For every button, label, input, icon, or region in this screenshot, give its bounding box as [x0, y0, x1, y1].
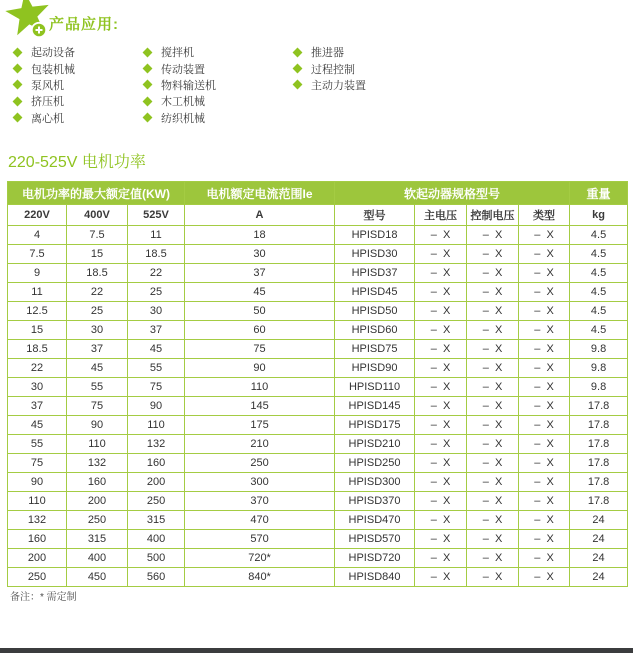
- cell-control-voltage: – X: [467, 435, 519, 454]
- cell-kw-400v: 450: [67, 568, 128, 587]
- cell-control-voltage: – X: [467, 568, 519, 587]
- cell-kw-400v: 315: [67, 530, 128, 549]
- cell-type: – X: [519, 378, 570, 397]
- diamond-bullet-icon: [143, 64, 153, 74]
- cell-main-voltage: – X: [415, 378, 467, 397]
- column-header-cell: 220V: [8, 205, 67, 226]
- cell-current-a: 90: [185, 359, 335, 378]
- cell-main-voltage: – X: [415, 245, 467, 264]
- diamond-bullet-icon: [143, 113, 153, 123]
- cell-kw-220v: 90: [8, 473, 67, 492]
- cell-control-voltage: – X: [467, 226, 519, 245]
- cell-kw-525v: 200: [128, 473, 185, 492]
- cell-weight-kg: 17.8: [570, 435, 628, 454]
- diamond-bullet-icon: [13, 96, 23, 106]
- cell-control-voltage: – X: [467, 359, 519, 378]
- application-label: 挤压机: [31, 96, 64, 109]
- applications-list: [0, 44, 633, 139]
- cell-current-a: 37: [185, 264, 335, 283]
- cell-model: HPISD175: [335, 416, 415, 435]
- cell-kw-525v: 90: [128, 397, 185, 416]
- cell-main-voltage: – X: [415, 530, 467, 549]
- group-header-cell: 重量: [570, 182, 628, 205]
- application-item: [14, 44, 75, 60]
- cell-model: HPISD45: [335, 283, 415, 302]
- diamond-bullet-icon: [13, 47, 23, 57]
- application-item: [144, 110, 216, 126]
- cell-main-voltage: – X: [415, 226, 467, 245]
- cell-weight-kg: 17.8: [570, 473, 628, 492]
- cell-model: HPISD145: [335, 397, 415, 416]
- cell-kw-400v: 18.5: [67, 264, 128, 283]
- cell-kw-220v: 18.5: [8, 340, 67, 359]
- application-item: [14, 77, 75, 93]
- cell-type: – X: [519, 302, 570, 321]
- application-label: 传动装置: [161, 63, 205, 76]
- cell-kw-220v: 75: [8, 454, 67, 473]
- cell-type: – X: [519, 321, 570, 340]
- cell-main-voltage: – X: [415, 435, 467, 454]
- table-row: [8, 359, 628, 378]
- cell-kw-525v: 400: [128, 530, 185, 549]
- table-row: [8, 226, 628, 245]
- diamond-bullet-icon: [293, 64, 303, 74]
- table-row: [8, 397, 628, 416]
- cell-kw-220v: 30: [8, 378, 67, 397]
- table-row: [8, 473, 628, 492]
- cell-kw-525v: 11: [128, 226, 185, 245]
- cell-weight-kg: 4.5: [570, 283, 628, 302]
- cell-model: HPISD210: [335, 435, 415, 454]
- cell-current-a: 370: [185, 492, 335, 511]
- cell-kw-220v: 12.5: [8, 302, 67, 321]
- table-row: [8, 454, 628, 473]
- cell-type: – X: [519, 359, 570, 378]
- cell-model: HPISD90: [335, 359, 415, 378]
- column-header-cell: kg: [570, 205, 628, 226]
- cell-kw-220v: 22: [8, 359, 67, 378]
- application-item: [294, 44, 366, 60]
- cell-weight-kg: 17.8: [570, 454, 628, 473]
- cell-current-a: 570: [185, 530, 335, 549]
- application-item: [144, 77, 216, 93]
- cell-control-voltage: – X: [467, 264, 519, 283]
- cell-current-a: 175: [185, 416, 335, 435]
- cell-model: HPISD370: [335, 492, 415, 511]
- group-header-cell: 电机额定电流范围Ie: [185, 182, 335, 205]
- cell-main-voltage: – X: [415, 492, 467, 511]
- cell-main-voltage: – X: [415, 264, 467, 283]
- cell-main-voltage: – X: [415, 302, 467, 321]
- cell-type: – X: [519, 397, 570, 416]
- cell-kw-400v: 75: [67, 397, 128, 416]
- cell-weight-kg: 4.5: [570, 264, 628, 283]
- cell-weight-kg: 4.5: [570, 226, 628, 245]
- cell-control-voltage: – X: [467, 530, 519, 549]
- cell-model: HPISD18: [335, 226, 415, 245]
- table-row: [8, 416, 628, 435]
- cell-main-voltage: – X: [415, 416, 467, 435]
- cell-kw-525v: 18.5: [128, 245, 185, 264]
- application-label: 离心机: [31, 112, 64, 125]
- cell-current-a: 300: [185, 473, 335, 492]
- cell-control-voltage: – X: [467, 245, 519, 264]
- application-label: 主动力装置: [311, 79, 366, 92]
- cell-kw-525v: 75: [128, 378, 185, 397]
- cell-current-a: 50: [185, 302, 335, 321]
- diamond-bullet-icon: [13, 64, 23, 74]
- cell-model: HPISD30: [335, 245, 415, 264]
- cell-kw-525v: 500: [128, 549, 185, 568]
- cell-type: – X: [519, 568, 570, 587]
- cell-kw-220v: 15: [8, 321, 67, 340]
- table-row: [8, 378, 628, 397]
- application-label: 包装机械: [31, 63, 75, 76]
- cell-kw-400v: 200: [67, 492, 128, 511]
- cell-control-voltage: – X: [467, 283, 519, 302]
- cell-control-voltage: – X: [467, 321, 519, 340]
- cell-current-a: 720*: [185, 549, 335, 568]
- table-row: [8, 511, 628, 530]
- cell-kw-400v: 160: [67, 473, 128, 492]
- cell-control-voltage: – X: [467, 416, 519, 435]
- application-label: 搅拌机: [161, 47, 194, 60]
- table-row: [8, 435, 628, 454]
- cell-current-a: 145: [185, 397, 335, 416]
- cell-weight-kg: 24: [570, 530, 628, 549]
- section-title: 220-525V 电机功率: [8, 154, 146, 171]
- application-label: 起动设备: [31, 47, 75, 60]
- cell-kw-400v: 25: [67, 302, 128, 321]
- cell-kw-525v: 315: [128, 511, 185, 530]
- cell-weight-kg: 9.8: [570, 378, 628, 397]
- footer-bar: [0, 648, 633, 653]
- cell-type: – X: [519, 340, 570, 359]
- cell-main-voltage: – X: [415, 568, 467, 587]
- diamond-bullet-icon: [143, 96, 153, 106]
- cell-kw-220v: 7.5: [8, 245, 67, 264]
- column-header-cell: 控制电压: [467, 205, 519, 226]
- column-header-cell: 525V: [128, 205, 185, 226]
- cell-weight-kg: 17.8: [570, 416, 628, 435]
- cell-main-voltage: – X: [415, 473, 467, 492]
- application-item: [14, 110, 75, 126]
- cell-control-voltage: – X: [467, 378, 519, 397]
- cell-main-voltage: – X: [415, 283, 467, 302]
- application-label: 木工机械: [161, 96, 205, 109]
- cell-model: HPISD50: [335, 302, 415, 321]
- star-plus-icon: [4, 0, 54, 45]
- cell-weight-kg: 9.8: [570, 359, 628, 378]
- cell-type: – X: [519, 549, 570, 568]
- diamond-bullet-icon: [293, 80, 303, 90]
- cell-type: – X: [519, 511, 570, 530]
- cell-model: HPISD37: [335, 264, 415, 283]
- cell-weight-kg: 24: [570, 568, 628, 587]
- cell-kw-400v: 45: [67, 359, 128, 378]
- cell-type: – X: [519, 245, 570, 264]
- table-row: [8, 340, 628, 359]
- cell-model: HPISD250: [335, 454, 415, 473]
- table-row: [8, 321, 628, 340]
- cell-type: – X: [519, 492, 570, 511]
- cell-main-voltage: – X: [415, 549, 467, 568]
- cell-kw-220v: 250: [8, 568, 67, 587]
- table-row: [8, 549, 628, 568]
- table-row: [8, 302, 628, 321]
- footnote: 备注：* 需定制: [10, 592, 77, 603]
- application-item: [294, 60, 366, 76]
- cell-kw-400v: 37: [67, 340, 128, 359]
- motor-power-table: [7, 181, 628, 587]
- cell-main-voltage: – X: [415, 511, 467, 530]
- table-row: [8, 530, 628, 549]
- application-label: 物料输送机: [161, 79, 216, 92]
- cell-kw-400v: 250: [67, 511, 128, 530]
- applications-column: [144, 44, 216, 126]
- cell-model: HPISD840: [335, 568, 415, 587]
- cell-kw-525v: 132: [128, 435, 185, 454]
- cell-type: – X: [519, 283, 570, 302]
- cell-current-a: 210: [185, 435, 335, 454]
- column-header-cell: 400V: [67, 205, 128, 226]
- table-row: [8, 283, 628, 302]
- cell-control-voltage: – X: [467, 473, 519, 492]
- cell-kw-220v: 4: [8, 226, 67, 245]
- page-title: 产品应用:: [49, 16, 119, 33]
- cell-type: – X: [519, 264, 570, 283]
- cell-weight-kg: 4.5: [570, 321, 628, 340]
- table-group-header-row: [8, 182, 628, 205]
- cell-weight-kg: 17.8: [570, 492, 628, 511]
- diamond-bullet-icon: [293, 47, 303, 57]
- cell-control-voltage: – X: [467, 302, 519, 321]
- cell-kw-400v: 22: [67, 283, 128, 302]
- cell-current-a: 30: [185, 245, 335, 264]
- cell-kw-525v: 37: [128, 321, 185, 340]
- table-row: [8, 568, 628, 587]
- cell-model: HPISD570: [335, 530, 415, 549]
- cell-kw-400v: 15: [67, 245, 128, 264]
- cell-current-a: 60: [185, 321, 335, 340]
- application-item: [144, 60, 216, 76]
- cell-kw-220v: 160: [8, 530, 67, 549]
- column-header-cell: 类型: [519, 205, 570, 226]
- cell-main-voltage: – X: [415, 397, 467, 416]
- cell-current-a: 470: [185, 511, 335, 530]
- cell-kw-525v: 30: [128, 302, 185, 321]
- cell-model: HPISD110: [335, 378, 415, 397]
- cell-kw-220v: 11: [8, 283, 67, 302]
- cell-type: – X: [519, 226, 570, 245]
- cell-control-voltage: – X: [467, 340, 519, 359]
- table-row: [8, 492, 628, 511]
- cell-type: – X: [519, 473, 570, 492]
- cell-kw-220v: 200: [8, 549, 67, 568]
- application-item: [144, 44, 216, 60]
- cell-kw-400v: 30: [67, 321, 128, 340]
- cell-current-a: 18: [185, 226, 335, 245]
- applications-column: [14, 44, 75, 126]
- cell-kw-400v: 110: [67, 435, 128, 454]
- cell-weight-kg: 4.5: [570, 302, 628, 321]
- cell-type: – X: [519, 416, 570, 435]
- cell-main-voltage: – X: [415, 340, 467, 359]
- cell-control-voltage: – X: [467, 454, 519, 473]
- column-header-cell: 主电压: [415, 205, 467, 226]
- cell-kw-220v: 37: [8, 397, 67, 416]
- diamond-bullet-icon: [143, 47, 153, 57]
- cell-weight-kg: 24: [570, 511, 628, 530]
- cell-main-voltage: – X: [415, 321, 467, 340]
- application-item: [144, 93, 216, 109]
- cell-kw-525v: 560: [128, 568, 185, 587]
- application-item: [14, 93, 75, 109]
- cell-model: HPISD75: [335, 340, 415, 359]
- cell-kw-400v: 132: [67, 454, 128, 473]
- cell-type: – X: [519, 530, 570, 549]
- cell-model: HPISD60: [335, 321, 415, 340]
- cell-kw-525v: 110: [128, 416, 185, 435]
- column-header-cell: A: [185, 205, 335, 226]
- cell-kw-525v: 250: [128, 492, 185, 511]
- diamond-bullet-icon: [13, 80, 23, 90]
- cell-current-a: 110: [185, 378, 335, 397]
- application-label: 过程控制: [311, 63, 355, 76]
- cell-type: – X: [519, 435, 570, 454]
- table-row: [8, 264, 628, 283]
- cell-kw-525v: 45: [128, 340, 185, 359]
- cell-kw-525v: 55: [128, 359, 185, 378]
- cell-kw-400v: 7.5: [67, 226, 128, 245]
- cell-main-voltage: – X: [415, 454, 467, 473]
- cell-kw-220v: 132: [8, 511, 67, 530]
- group-header-cell: 软起动器规格型号: [335, 182, 570, 205]
- cell-current-a: 45: [185, 283, 335, 302]
- cell-control-voltage: – X: [467, 397, 519, 416]
- application-label: 纺织机械: [161, 112, 205, 125]
- cell-kw-220v: 9: [8, 264, 67, 283]
- cell-model: HPISD720: [335, 549, 415, 568]
- cell-kw-525v: 160: [128, 454, 185, 473]
- cell-kw-220v: 55: [8, 435, 67, 454]
- cell-kw-400v: 55: [67, 378, 128, 397]
- cell-weight-kg: 4.5: [570, 245, 628, 264]
- cell-current-a: 250: [185, 454, 335, 473]
- cell-control-voltage: – X: [467, 511, 519, 530]
- cell-kw-400v: 400: [67, 549, 128, 568]
- diamond-bullet-icon: [143, 80, 153, 90]
- cell-kw-525v: 25: [128, 283, 185, 302]
- group-header-cell: 电机功率的最大额定值(KW): [8, 182, 185, 205]
- cell-kw-400v: 90: [67, 416, 128, 435]
- applications-column: [294, 44, 366, 93]
- cell-kw-525v: 22: [128, 264, 185, 283]
- cell-weight-kg: 24: [570, 549, 628, 568]
- cell-control-voltage: – X: [467, 492, 519, 511]
- cell-kw-220v: 45: [8, 416, 67, 435]
- table-row: [8, 245, 628, 264]
- cell-kw-220v: 110: [8, 492, 67, 511]
- table-subheader-row: [8, 205, 628, 226]
- cell-current-a: 840*: [185, 568, 335, 587]
- application-label: 泵风机: [31, 79, 64, 92]
- cell-model: HPISD300: [335, 473, 415, 492]
- application-item: [294, 77, 366, 93]
- cell-current-a: 75: [185, 340, 335, 359]
- diamond-bullet-icon: [13, 113, 23, 123]
- cell-weight-kg: 9.8: [570, 340, 628, 359]
- column-header-cell: 型号: [335, 205, 415, 226]
- application-label: 推进器: [311, 47, 344, 60]
- application-item: [14, 60, 75, 76]
- cell-control-voltage: – X: [467, 549, 519, 568]
- cell-weight-kg: 17.8: [570, 397, 628, 416]
- cell-model: HPISD470: [335, 511, 415, 530]
- cell-main-voltage: – X: [415, 359, 467, 378]
- cell-type: – X: [519, 454, 570, 473]
